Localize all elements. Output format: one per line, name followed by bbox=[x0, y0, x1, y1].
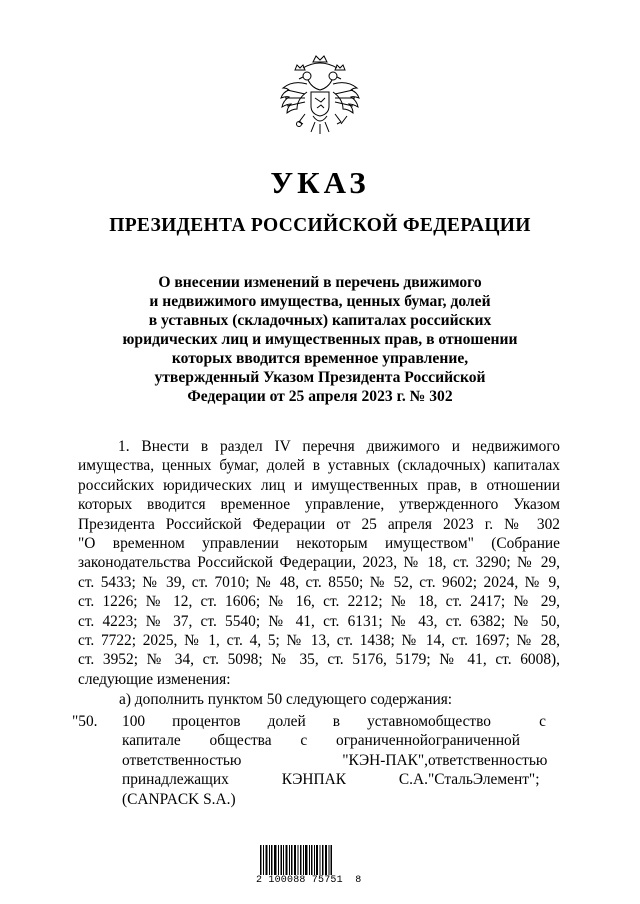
body-line: ст. 5433; № 39, ст. 7010; № 48, ст. 8550; № 52, ст. 9602; 2024, № 9, bbox=[78, 573, 560, 591]
holder-line: ответственностью bbox=[428, 751, 548, 769]
asset-line: 100 процентов долей в уставном bbox=[122, 713, 428, 730]
body-line: которых вводится временное управление, утвержденного Указом bbox=[78, 496, 560, 514]
holder-line: ограниченной bbox=[428, 732, 520, 750]
body-line: ст. 7722; 2025, № 1, ст. 4, 5; № 13, ст. 1438; № 14, ст. 1697; № 28, bbox=[78, 631, 560, 649]
heading-line: и недвижимого имущества, ценных бумаг, долей bbox=[149, 293, 491, 310]
heading-line: юридических лиц и имущественных прав, в отношении bbox=[122, 331, 518, 348]
document-title: УКАЗ bbox=[270, 165, 370, 200]
heading-line: которых вводится временное управление, bbox=[171, 350, 469, 367]
heading-line: утвержденный Указом Президента Российской bbox=[154, 369, 486, 386]
barcode-icon bbox=[260, 845, 332, 875]
body-line: ст. 4223; № 37, ст. 5540; № 41, ст. 6131; № 43, ст. 6382; № 50, bbox=[78, 612, 560, 630]
body-line: "О временном управлении некоторым имуществом" (Собрание bbox=[78, 534, 560, 552]
body-line: следующие изменения: bbox=[78, 670, 231, 688]
barcode-number: 2 100088 75751 8 bbox=[256, 875, 362, 886]
asset-line: (CANPACK S.A.) bbox=[122, 790, 236, 808]
decree-body bbox=[78, 437, 560, 689]
body-line: имущества, ценных бумаг, долей в уставных (складочных) капиталах bbox=[78, 457, 560, 475]
holder-line: общество с bbox=[428, 713, 546, 730]
body-line: ст. 3952; № 34, ст. 5098; № 35, ст. 5176, 5179; № 41, ст. 6008), bbox=[78, 651, 560, 669]
heading-line: Федерации от 25 апреля 2023 г. № 302 bbox=[187, 388, 453, 405]
asset-line: капитале общества с ограниченной bbox=[122, 732, 428, 750]
asset-line: принадлежащих КЭНПАК С.А. bbox=[122, 771, 428, 789]
entry-holder-column bbox=[428, 712, 630, 790]
body-line: ст. 1226; № 12, ст. 1606; № 16, ст. 2212; № 18, ст. 2417; № 29, bbox=[78, 593, 560, 611]
entry-number: "50. bbox=[72, 713, 98, 730]
body-line: законодательства Российской Федерации, 2023, № 18, ст. 3290; № 29, bbox=[78, 554, 560, 572]
document-subtitle: ПРЕЗИДЕНТА РОССИЙСКОЙ ФЕДЕРАЦИИ bbox=[109, 215, 531, 236]
item-a: а) дополнить пунктом 50 следующего содержания: bbox=[119, 691, 453, 708]
coat-of-arms-icon bbox=[277, 52, 363, 144]
heading-line: О внесении изменений в перечень движимого bbox=[158, 274, 482, 291]
heading-line: в уставных (складочных) капиталах российских bbox=[148, 312, 492, 329]
body-line: российских юридических лиц и имущественных прав, в отношении bbox=[78, 476, 560, 494]
asset-line: ответственностью "КЭН-ПАК", bbox=[122, 751, 428, 769]
decree-heading bbox=[110, 273, 530, 406]
body-line: Президента Российской Федерации от 25 апреля 2023 г. № 302 bbox=[78, 515, 560, 533]
holder-line: "СтальЭлемент"; bbox=[428, 771, 540, 789]
body-line: 1. Внести в раздел IV перечня движимого и недвижимого bbox=[118, 438, 560, 455]
